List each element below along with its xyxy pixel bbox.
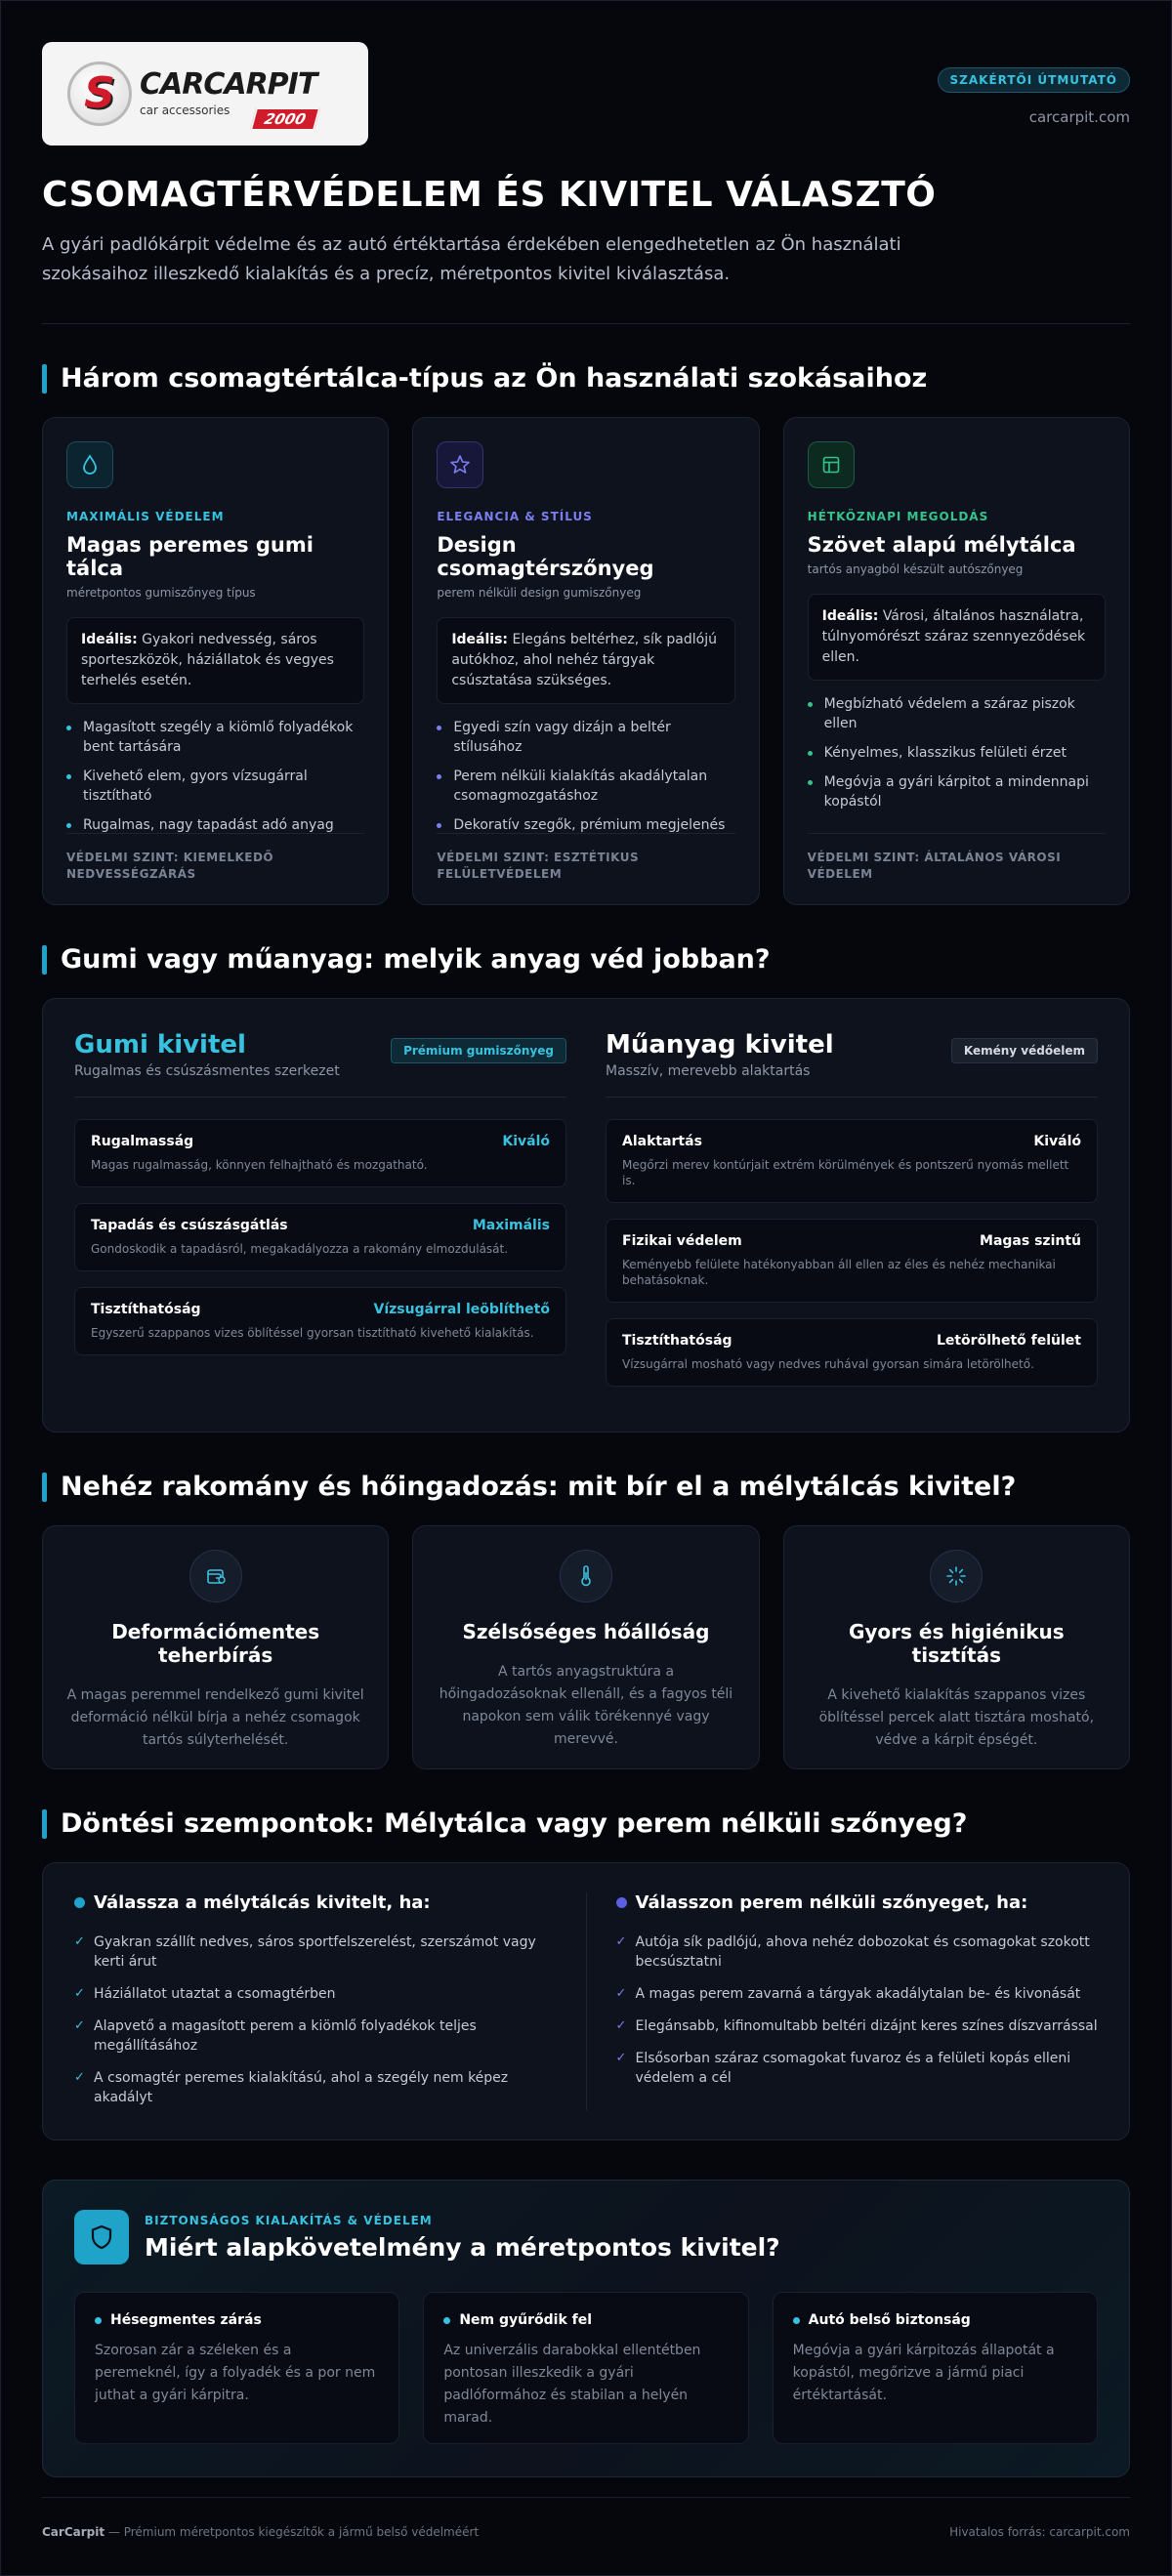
- protection-level: VÉDELMI SZINT: ÁLTALÁNOS VÁROSI VÉDELEM: [808, 833, 1106, 883]
- decision-heading: [616, 1892, 1099, 1913]
- row-desc: Egyszerű szappanos vizes öblítéssel gyorsan tisztítható kivehető kialakítás.: [91, 1326, 534, 1340]
- card-text: A magas peremmel rendelkező gumi kivitel deformáció nélkül bírja a nehéz csomagok tartós súlyterhelését.: [66, 1687, 364, 1748]
- section-accent-bar: [42, 1809, 47, 1839]
- footer-brand[interactable]: CarCarpit: [42, 2525, 105, 2539]
- ideal-text: Gyakori nedvesség, sáros sporteszközök, háziállatok és vegyes terhelés esetén.: [81, 632, 334, 688]
- why-card-title: Autó belső biztonság: [808, 2312, 971, 2328]
- column-subtitle: Masszív, merevebb alaktartás: [606, 1063, 811, 1079]
- section-title-text: Nehéz rakomány és hőingadozás: mit bír el a mélytálcás kivitel?: [61, 1472, 1017, 1502]
- why-card-text: Szorosan zár a széleken és a peremeknél, így a folyadék és a por nem juthat a gyári kárpitra.: [95, 2343, 376, 2403]
- checklist: [74, 1932, 557, 2107]
- load-cards: [42, 1525, 1130, 1769]
- header-right: [938, 42, 1130, 126]
- card-kicker: HÉTKÖZNAPI MEGOLDÁS: [807, 510, 989, 523]
- list-item: Rugalmas, nagy tapadást adó anyag: [66, 815, 364, 835]
- header: [42, 1, 1130, 145]
- column-header: [74, 1030, 566, 1098]
- compare-row: [606, 1219, 1098, 1303]
- check-icon: ✓: [615, 1986, 627, 2001]
- logo-sub: car accessories: [140, 104, 230, 117]
- type-card-design: [412, 417, 759, 905]
- plastic-column: [606, 1030, 1098, 1400]
- row-value: Kiváló: [502, 1134, 550, 1149]
- type-card-fabric: [783, 417, 1130, 905]
- row-label: Alaktartás: [622, 1134, 702, 1149]
- guide-badge: SZAKÉRTŐI ÚTMUTATÓ: [938, 67, 1130, 93]
- footer-tagline: — Prémium méretpontos kiegészítők a jármű belső védelméért: [105, 2525, 480, 2539]
- brand-logo[interactable]: [42, 42, 368, 145]
- bullet-dot: [793, 2317, 800, 2324]
- check-icon: ✓: [615, 2051, 627, 2065]
- row-value: Letörölhető felület: [936, 1333, 1081, 1349]
- thermometer-icon: [560, 1550, 612, 1602]
- compare-row: [74, 1203, 566, 1271]
- page-title: CSOMAGTÉRVÉDELEM ÉS KIVITEL VÁLASZTÓ: [42, 175, 937, 215]
- card-subtitle: perem nélküli design gumiszőnyeg: [437, 586, 642, 600]
- feature-list: [437, 718, 734, 835]
- card-title: Szélsőséges hőállóság: [462, 1620, 710, 1643]
- ideal-box: [66, 617, 364, 704]
- list-item-text: Elegánsabb, kifinomultabb beltéri dizájnt keres színes díszvarrással: [635, 2018, 1098, 2034]
- lead-text: A gyári padlókárpit védelme és az autó értéktartása érdekében elengedhetetlen az Ön használati szokásaihoz illeszkedő kialakítás és a precíz, méretpontos kivitel kiválasztása.: [42, 234, 901, 284]
- load-card: [42, 1525, 389, 1769]
- ideal-label: Ideális:: [81, 632, 138, 647]
- layout-icon: [808, 441, 855, 488]
- list-item-text: Gyakran szállít nedves, sáros sportfelszerelést, szerszámot vagy kerti árut: [94, 1934, 536, 1970]
- load-card: [412, 1525, 759, 1769]
- why-card-text: Az univerzális darabokkal ellentétben pontosan illeszkedik a gyári padlóformához és stabilan a helyén marad.: [443, 2343, 701, 2426]
- logo-text: [140, 67, 317, 128]
- protection-level: VÉDELMI SZINT: KIEMELKEDŐ NEDVESSÉGZÁRÁS: [66, 833, 364, 883]
- load-card: [783, 1525, 1130, 1769]
- list-item: Dekoratív szegők, prémium megjelenés: [437, 815, 734, 835]
- check-icon: ✓: [74, 2070, 85, 2085]
- ideal-text: Városi, általános használatra, túlnyomórészt száraz szennyeződések ellen.: [821, 608, 1086, 665]
- why-card-title: Hésegmentes zárás: [110, 2312, 262, 2328]
- list-item: [74, 1984, 557, 2004]
- footer-source[interactable]: Hivatalos forrás: carcarpit.com: [949, 2525, 1130, 2539]
- list-item: Egyedi szín vagy dizájn a beltér stílusához: [437, 718, 734, 757]
- row-value: Maximális: [472, 1218, 550, 1233]
- card-subtitle: tartós anyagból készült autószőnyeg: [807, 562, 1024, 576]
- why-card-text: Megóvja a gyári kárpitozás állapotát a kopástól, megőrizve a jármű piaci értéktartását.: [792, 2343, 1055, 2403]
- list-item: Kivehető elem, gyors vízsugárral tisztítható: [66, 767, 364, 806]
- rubber-column: [74, 1030, 566, 1400]
- decision-heading: [74, 1892, 557, 1913]
- type-card-rubber: [42, 417, 389, 905]
- list-item: Magasított szegély a kiömlő folyadékok bent tartására: [66, 718, 364, 757]
- row-desc: Magas rugalmasság, könnyen felhajtható és mozgatható.: [91, 1158, 428, 1172]
- ideal-text: Elegáns beltérhez, sík padlójú autókhoz, ahol nehéz tárgyak csúsztatása szükséges.: [451, 632, 717, 688]
- check-icon: ✓: [74, 1934, 85, 1949]
- list-item: Megóvja a gyári kárpitot a mindennapi kopástól: [808, 772, 1106, 811]
- list-item: Perem nélküli kialakítás akadálytalan csomagmozgatáshoz: [437, 767, 734, 806]
- row-desc: Vízsugárral mosható vagy nedves ruhával gyorsan simára letörölhető.: [622, 1357, 1034, 1371]
- card-title: Design csomagtérszőnyeg: [437, 533, 654, 580]
- why-cards: [74, 2292, 1098, 2444]
- decision-column-mat: [586, 1892, 1099, 2110]
- why-card-title: Nem gyűrődik fel: [459, 2312, 593, 2328]
- row-desc: Gondoskodik a tapadásról, megakadályozza a rakomány elmozdulását.: [91, 1242, 509, 1256]
- check-icon: ✓: [74, 1986, 85, 2001]
- why-panel: [42, 2180, 1130, 2477]
- list-item: [616, 1984, 1099, 2004]
- section-accent-bar: [42, 364, 47, 394]
- logo-emblem-letter: S: [84, 68, 115, 118]
- decision-heading-text: Válassza a mélytálcás kivitelt, ha:: [94, 1892, 431, 1913]
- check-icon: ✓: [615, 2018, 627, 2033]
- column-title: Gumi kivitel: [74, 1030, 246, 1059]
- shield-icon: [74, 2210, 129, 2264]
- list-item: [616, 1932, 1099, 1972]
- checklist: [616, 1932, 1099, 2088]
- wallet-icon: [189, 1550, 242, 1602]
- row-value: Vízsugárral leöblíthető: [373, 1302, 550, 1317]
- why-card: [423, 2292, 748, 2444]
- card-text: A kivehető kialakítás szappanos vizes öblítéssel percek alatt tisztára mosható, védve a kárpit épségét.: [818, 1687, 1095, 1748]
- card-subtitle: méretpontos gumiszőnyeg típus: [66, 586, 256, 600]
- row-value: Magas szintű: [980, 1233, 1081, 1249]
- bullet-dot: [616, 1897, 627, 1908]
- row-label: Tapadás és csúszásgátlás: [91, 1218, 288, 1233]
- logo-word: CARCARPIT: [140, 67, 317, 102]
- section-title-types: [42, 363, 1130, 394]
- list-item: [616, 2049, 1099, 2088]
- card-title: Szövet alapú mélytálca: [807, 533, 1076, 557]
- row-desc: Megőrzi merev kontúrjait extrém körülmények és pontszerű nyomás mellett is.: [622, 1158, 1069, 1187]
- section-title-load: [42, 1472, 1130, 1502]
- decision-panel: [42, 1862, 1130, 2140]
- footer-left: [42, 2525, 479, 2539]
- list-item-text: A csomagtér peremes kialakítású, ahol a szegély nem képez akadályt: [94, 2070, 509, 2105]
- compare-row: [606, 1318, 1098, 1387]
- decision-heading-text: Válasszon perem nélküli szőnyeget, ha:: [635, 1892, 1028, 1913]
- list-item: [74, 1932, 557, 1972]
- card-kicker: ELEGANCIA & STÍLUS: [437, 510, 593, 523]
- list-item-text: Alapvető a magasított perem a kiömlő folyadékok teljes megállításához: [94, 2018, 477, 2054]
- card-title: Gyors és higiénikus tisztítás: [848, 1620, 1065, 1667]
- list-item: Megbízható védelem a száraz piszok ellen: [808, 694, 1106, 733]
- compare-row: [74, 1287, 566, 1355]
- list-item: [74, 2016, 557, 2056]
- list-item: [616, 2016, 1099, 2036]
- column-tag: Kemény védőelem: [951, 1038, 1098, 1063]
- site-domain[interactable]: carcarpit.com: [1028, 108, 1130, 126]
- column-title: Műanyag kivitel: [606, 1030, 834, 1059]
- logo-emblem: [67, 62, 132, 126]
- ideal-box: [808, 594, 1106, 681]
- list-item-text: Háziállatot utaztat a csomagtérben: [94, 1986, 336, 2002]
- row-desc: Keményebb felülete hatékonyabban áll ellen az éles és nehéz mechanikai behatásoknak.: [622, 1258, 1056, 1287]
- list-item: Kényelmes, klasszikus felületi érzet: [808, 743, 1106, 763]
- card-kicker: MAXIMÁLIS VÉDELEM: [66, 510, 225, 523]
- bullet-dot: [443, 2317, 450, 2324]
- column-tag: Prémium gumiszőnyeg: [391, 1038, 566, 1063]
- card-text: A tartós anyagstruktúra a hőingadozásoknak ellenáll, és a fagyos téli napokon sem válik törékennyé vagy merevvé.: [439, 1664, 733, 1747]
- card-title: Magas peremes gumi tálca: [66, 533, 314, 580]
- row-label: Tisztíthatóság: [91, 1302, 201, 1317]
- list-item: [74, 2068, 557, 2107]
- column-subtitle: Rugalmas és csúszásmentes szerkezet: [74, 1063, 340, 1079]
- ideal-label: Ideális:: [451, 632, 509, 647]
- type-cards: [42, 417, 1130, 905]
- material-comparison: [42, 998, 1130, 1433]
- list-item-text: A magas perem zavarná a tárgyak akadálytalan be- és kivonását: [635, 1986, 1081, 2002]
- section-title-text: Gumi vagy műanyag: melyik anyag véd jobban?: [61, 944, 771, 975]
- section-accent-bar: [42, 1473, 47, 1502]
- why-title: Miért alapkövetelmény a méretpontos kivitel?: [145, 2232, 780, 2262]
- column-header: [606, 1030, 1098, 1098]
- card-title: Deformációmentes teherbírás: [111, 1620, 320, 1667]
- ideal-label: Ideális:: [821, 608, 879, 624]
- list-item-text: Autója sík padlójú, ahova nehéz dobozokat és csomagokat szokott becsúsztatni: [635, 1934, 1090, 1970]
- section-title-text: Döntési szempontok: Mélytálca vagy perem nélküli szőnyeg?: [61, 1808, 968, 1839]
- star-icon: [437, 441, 483, 488]
- section-accent-bar: [42, 945, 47, 975]
- compare-row: [74, 1119, 566, 1187]
- check-icon: ✓: [74, 2018, 85, 2033]
- why-header: [74, 2210, 1098, 2264]
- row-label: Tisztíthatóság: [622, 1333, 732, 1349]
- ideal-box: [437, 617, 734, 704]
- sparkle-icon: [930, 1550, 983, 1602]
- row-label: Rugalmasság: [91, 1134, 194, 1149]
- why-card: [773, 2292, 1098, 2444]
- why-card: [74, 2292, 399, 2444]
- divider: [42, 323, 1130, 324]
- section-title-material: [42, 944, 1130, 975]
- list-item-text: Elsősorban száraz csomagokat fuvaroz és a felületi kopás elleni védelem a cél: [635, 2051, 1071, 2086]
- compare-row: [606, 1119, 1098, 1203]
- why-kicker: BIZTONSÁGOS KIALAKÍTÁS & VÉDELEM: [145, 2213, 433, 2227]
- footer: [42, 2497, 1130, 2539]
- droplet-icon: [66, 441, 113, 488]
- section-title-decision: [42, 1808, 1130, 1839]
- protection-level: VÉDELMI SZINT: ESZTÉTIKUS FELÜLETVÉDELEM: [437, 833, 734, 883]
- logo-badge: 2000: [249, 107, 319, 131]
- bullet-dot: [74, 1897, 85, 1908]
- section-title-text: Három csomagtértálca-típus az Ön használati szokásaihoz: [61, 363, 928, 394]
- bullet-dot: [95, 2317, 102, 2324]
- row-label: Fizikai védelem: [622, 1233, 742, 1249]
- row-value: Kiváló: [1033, 1134, 1081, 1149]
- feature-list: [808, 694, 1106, 811]
- check-icon: ✓: [615, 1934, 627, 1949]
- feature-list: [66, 718, 364, 835]
- decision-column-tray: [74, 1892, 586, 2110]
